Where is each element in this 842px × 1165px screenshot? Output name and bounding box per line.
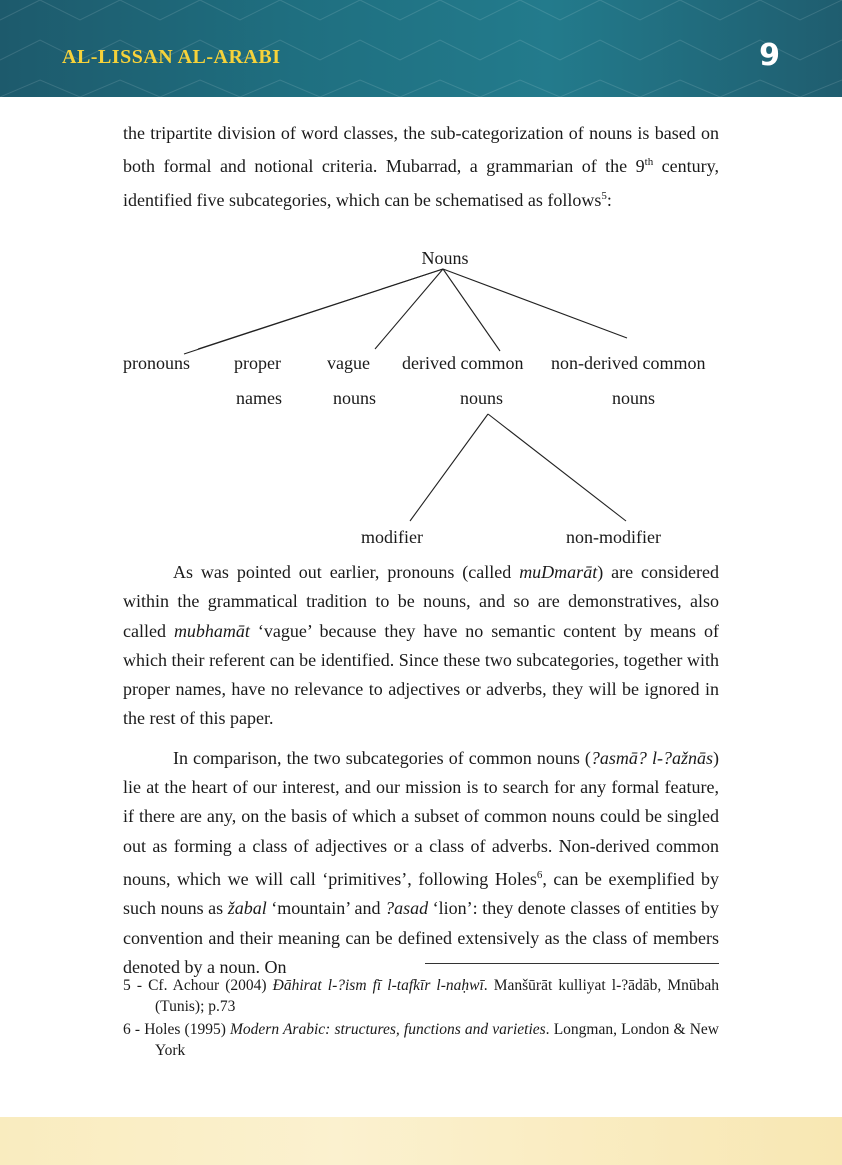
footnote-ref-6[interactable]: 6 [536, 868, 543, 881]
term-asad: ?asad [385, 898, 429, 919]
term-mudmarat: muDmarāt [519, 562, 598, 582]
paragraph-pronouns: As was pointed out earlier, pronouns (called muDmarāt) are considered within the grammatical tradition to be nouns, and so are demonstratives, also called mubhamāt ‘vague’ because they have no semantic content by means of which their referent can be identified. Since these two subcategories, together with proper names, have no relevance to adjectives or adverbs, they will be ignored in the rest of this paper. [123, 562, 719, 729]
tree-node-pronouns: pronouns [123, 353, 190, 373]
term-asma-aznas: ?asmā? l-?ažnās [590, 747, 713, 768]
edge-derived-modifier [410, 414, 488, 521]
term-mubhamat: mubhamāt [173, 620, 250, 641]
footnote-6: 6 - Holes (1995) Modern Arabic: structures, functions and varieties. Longman, London & New York [123, 1021, 719, 1059]
intro-text-after: century, identified five subcategories, which can be schematised as follows [123, 156, 719, 210]
tree-node-non-derived-common-line2: nouns [612, 388, 656, 408]
body-paragraphs [123, 558, 719, 982]
footnotes [123, 975, 719, 1063]
tree-node-non-derived-common: non-derived common [551, 353, 706, 373]
tree-node-derived-common: derived common [402, 353, 524, 373]
term-zabal: žabal [227, 898, 267, 919]
footer-band [0, 1117, 842, 1165]
tree-node-vague-line2: nouns [333, 388, 377, 408]
ordinal-superscript: th [644, 156, 654, 169]
tree-node-proper: proper [234, 353, 281, 373]
page-number: 9 [759, 38, 780, 73]
intro-text: the tripartite division of word classes, the sub-categorization of nouns is based on both formal and notional criteria. Mubarrad, a grammarian of the 9 [123, 123, 719, 177]
tree-node-derived-common-line2: nouns [460, 388, 504, 408]
footnote-5-title: Đāhirat l-?ism fī l-tafkīr l-naḥwī [272, 977, 484, 994]
tree-node-proper-line2: names [236, 388, 282, 408]
edge-root-derived-common [443, 269, 500, 351]
paragraph-common-nouns: In comparison, the two subcategories of common nouns (?asmā? l-?ažnās) lie at the heart of our interest, and our mission is to search for any formal feature, if there are any, on the basis of which a subset of common nouns could be singled out as forming a class of adjectives or a class of adverbs. Non-derived common nouns, which we will call ‘primitives’, following Holes$^6$, can be exemplified by such nouns as žabal ‘mountain’ and ?asad ‘lion’: they denote classes of entities by convention and their meaning can be defined extensively as the class of members denoted by a noun. On [123, 747, 720, 977]
edge-root-vague-nouns [375, 269, 443, 349]
tree-root-label: Nouns [421, 248, 469, 268]
footnote-ref-5[interactable]: 5 [601, 189, 607, 202]
intro-paragraph: the tripartite division of word classes, the sub-categorization of nouns is based on both formal and notional criteria. Mubarrad, a grammarian of the 9th century, identified five subcategories, which can be schematised as follows$^5$: [123, 123, 719, 210]
footnote-5: 5 - Cf. Achour (2004) Đāhirat l-?ism fī l-tafkīr l-naḥwī. Manšūrāt kulliyat l-?ādāb, Mnūbah (Tunis); p.73 [123, 977, 719, 1015]
tree-node-non-modifier: non-modifier [566, 527, 661, 547]
footnote-6-title: Modern Arabic: structures, functions and varieties [230, 1021, 546, 1038]
tree-node-vague: vague [327, 353, 370, 373]
edge-root-non-derived-common [443, 269, 627, 338]
edge-root-proper-names [198, 269, 443, 349]
edge-derived-non-modifier [488, 414, 626, 521]
tree-node-modifier: modifier [361, 527, 423, 547]
footnote-separator [425, 963, 719, 964]
journal-title: AL-LISSAN AL-ARABI [62, 46, 281, 68]
